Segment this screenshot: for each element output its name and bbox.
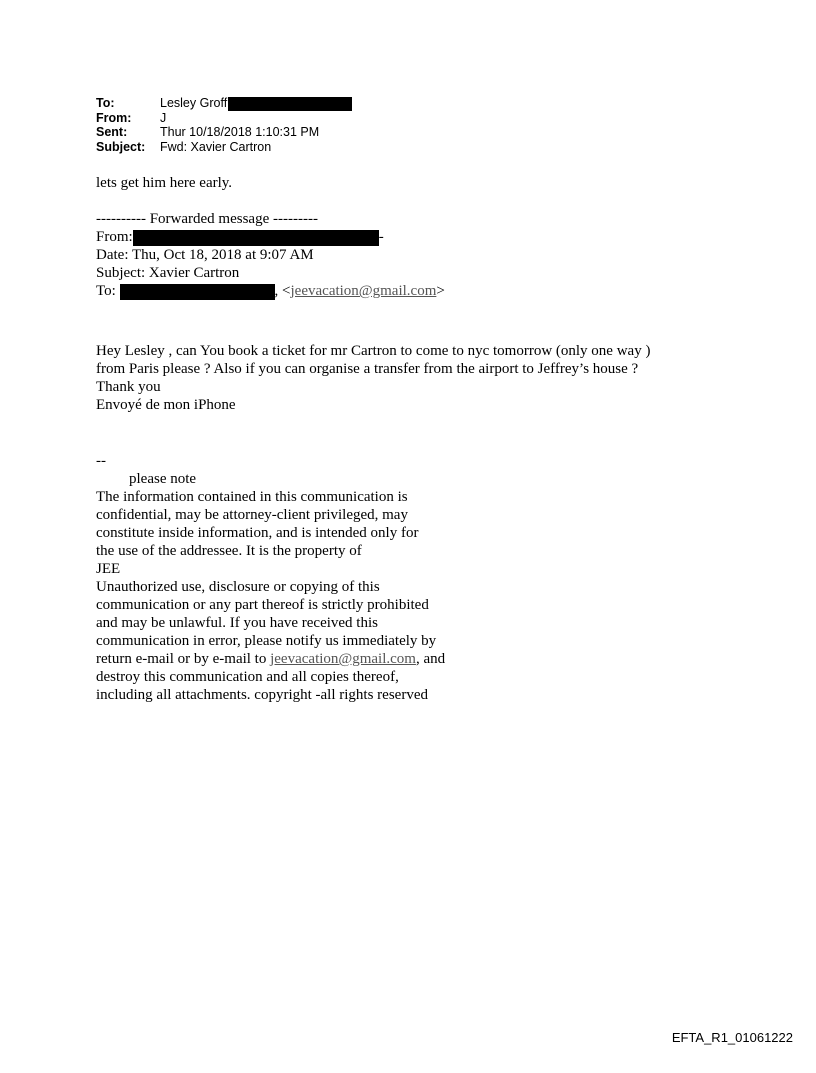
disclaimer-note: please note bbox=[129, 471, 197, 487]
subject-value: Fwd: Xavier Cartron bbox=[160, 139, 272, 154]
to-name: Lesley Groff bbox=[160, 96, 228, 110]
disclaimer-line: destroy this communication and all copies thereof, bbox=[96, 669, 399, 685]
disclaimer-email-suffix: , and bbox=[415, 651, 446, 667]
disclaimer-email-prefix: return e-mail or by e-mail to bbox=[96, 651, 271, 667]
forwarded-from-label: From: bbox=[96, 229, 133, 245]
disclaimer-line: The information contained in this communication is bbox=[96, 489, 408, 505]
forwarded-divider: ---------- Forwarded message --------- bbox=[96, 211, 318, 227]
forwarded-date: Date: Thu, Oct 18, 2018 at 9:07 AM bbox=[96, 247, 314, 263]
forwarded-from-trail: - bbox=[378, 229, 384, 245]
to-value bbox=[160, 96, 352, 111]
disclaimer-line: the use of the addressee. It is the property of bbox=[96, 543, 362, 559]
forwarded-to-line bbox=[96, 282, 445, 300]
to-label: To: bbox=[96, 96, 115, 110]
disclaimer-line: including all attachments. copyright -all rights reserved bbox=[96, 687, 428, 703]
disclaimer-email-link[interactable]: jeevacation@gmail.com bbox=[270, 651, 416, 667]
forwarded-subject: Subject: Xavier Cartron bbox=[96, 265, 240, 281]
disclaimer-line: and may be unlawful. If you have received this bbox=[96, 615, 378, 631]
disclaimer-email-line bbox=[96, 650, 445, 668]
disclaimer-line: JEE bbox=[96, 561, 121, 577]
forwarded-to-close: > bbox=[436, 283, 445, 299]
message-line-4: Envoyé de mon iPhone bbox=[96, 397, 236, 413]
message-line-1: Hey Lesley , can You book a ticket for mr Cartron to come to nyc tomorrow (only one way ) bbox=[96, 343, 651, 359]
disclaimer-line: confidential, may be attorney-client privileged, may bbox=[96, 507, 408, 523]
forwarded-to-sep: , < bbox=[274, 283, 291, 299]
from-value: J bbox=[160, 110, 167, 125]
signature-dashes: -- bbox=[96, 453, 106, 469]
forwarded-to-label: To: bbox=[96, 283, 116, 299]
redaction-bar bbox=[133, 230, 379, 246]
message-line-2: from Paris please ? Also if you can organise a transfer from the airport to Jeffrey’s house ? bbox=[96, 361, 639, 377]
forwarded-from-line bbox=[96, 228, 384, 246]
redaction-bar bbox=[228, 97, 352, 111]
sent-label: Sent: bbox=[96, 125, 128, 139]
intro-text: lets get him here early. bbox=[96, 175, 233, 191]
document-id: EFTA_R1_01061222 bbox=[671, 1030, 793, 1045]
sent-value: Thur 10/18/2018 1:10:31 PM bbox=[160, 125, 320, 139]
disclaimer-line: Unauthorized use, disclosure or copying of this bbox=[96, 579, 380, 595]
redaction-bar bbox=[120, 284, 275, 300]
forwarded-to-email-link[interactable]: jeevacation@gmail.com bbox=[290, 283, 437, 299]
subject-label: Subject: bbox=[96, 139, 146, 154]
disclaimer-line: constitute inside information, and is intended only for bbox=[96, 525, 419, 541]
disclaimer-line: communication in error, please notify us immediately by bbox=[96, 633, 437, 649]
from-label: From: bbox=[96, 110, 132, 125]
message-line-3: Thank you bbox=[96, 379, 161, 395]
disclaimer-line: communication or any part thereof is strictly prohibited bbox=[96, 597, 429, 613]
